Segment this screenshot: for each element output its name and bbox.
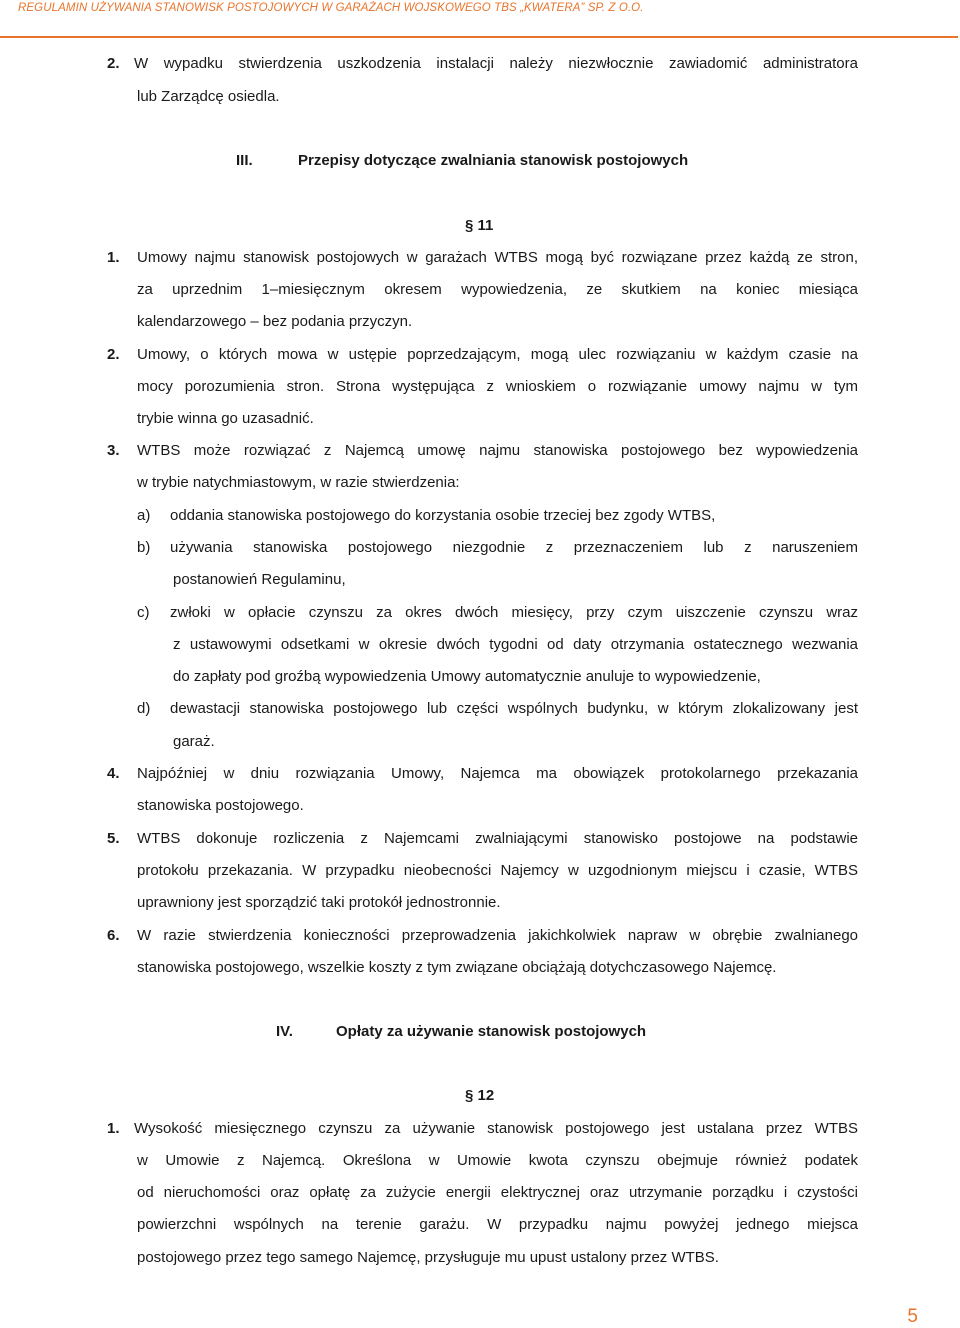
sub-item-line: postanowień Regulaminu, [173,571,346,588]
item-line: w Umowie z Najemcą. Określona w Umowie kwota czynszu obejmuje również podatek [137,1152,858,1169]
item-line: Umowy najmu stanowisk postojowych w garażach WTBS mogą być rozwiązane przez każdą ze stron, [137,249,858,266]
item-line: lub Zarządcę osiedla. [137,88,280,105]
item-line: trybie winna go uzasadnić. [137,410,314,427]
item-number: 2. [107,346,120,363]
item-line: stanowiska postojowego, wszelkie koszty z tym związane obciążają dotychczasowego Najemcę. [137,959,777,976]
item-line: uprawniony jest sporządzić taki protokół jednostronnie. [137,894,501,911]
sub-item-letter: c) [137,604,150,621]
item-line: Umowy, o których mowa w ustępie poprzedzającym, mogą ulec rozwiązaniu w każdym czasie na [137,346,858,363]
item-line: od nieruchomości oraz opłatę za zużycie energii elektrycznej oraz utrzymanie porządku i czystości [137,1184,858,1201]
sub-item-letter: d) [137,700,151,717]
item-line: postojowego przez tego samego Najemcę, przysługuje mu upust ustalony przez WTBS. [137,1249,719,1266]
item-number: 1. [107,1120,120,1137]
item-number: 2. [107,55,120,72]
item-number: 4. [107,765,120,782]
item-line: W razie stwierdzenia konieczności przeprowadzenia jakichkolwiek napraw w obrębie zwalnianego [137,927,858,944]
item-number: 1. [107,249,120,266]
item-line: powierzchni wspólnych na terenie garażu. W przypadku najmu powyżej jednego miejsca [137,1216,858,1233]
item-line: mocy porozumienia stron. Strona występująca z wnioskiem o rozwiązanie umowy najmu w tym [137,378,858,395]
section-number: III. [236,152,253,169]
paragraph-sign: § 12 [465,1087,495,1104]
page-number: 5 [907,1306,918,1327]
item-line: w trybie natychmiastowym, w razie stwierdzenia: [137,474,460,491]
item-line: Najpóźniej w dniu rozwiązania Umowy, Najemca ma obowiązek protokolarnego przekazania [137,765,858,782]
item-line: WTBS dokonuje rozliczenia z Najemcami zwalniającymi stanowisko postojowe na podstawie [137,830,858,847]
sub-item-line: do zapłaty pod groźbą wypowiedzenia Umowy automatycznie anuluje to wypowiedzenie, [173,668,761,685]
item-line: protokołu przekazania. W przypadku nieobecności Najemcy w uzgodnionym miejscu i czasie, WTBS [137,862,858,879]
sub-item-line: z ustawowymi odsetkami w okresie dwóch tygodni od daty otrzymania ostatecznego wezwania [173,636,858,653]
sub-item-letter: a) [137,507,151,524]
item-line: za uprzednim 1–miesięcznym okresem wypowiedzenia, ze skutkiem na koniec miesiąca [137,281,858,298]
item-number: 6. [107,927,120,944]
header-rule [0,36,958,38]
paragraph-sign: § 11 [465,217,494,234]
item-line: Wysokość miesięcznego czynszu za używanie stanowisk postojowego jest ustalana przez WTBS [134,1120,858,1137]
item-line: kalendarzowego – bez podania przyczyn. [137,313,413,330]
sub-item-line: garaż. [173,733,215,750]
item-line: W wypadku stwierdzenia uszkodzenia instalacji należy niezwłocznie zawiadomić administratora [134,55,858,72]
item-line: stanowiska postojowego. [137,797,304,814]
item-line: WTBS może rozwiązać z Najemcą umowę najmu stanowiska postojowego bez wypowiedzenia [137,442,858,459]
section-title: Opłaty za używanie stanowisk postojowych [336,1023,647,1040]
item-number: 5. [107,830,120,847]
sub-item-line: oddania stanowiska postojowego do korzystania osobie trzeciej bez zgody WTBS, [170,507,716,524]
section-number: IV. [276,1023,293,1040]
document-header: REGULAMIN UŻYWANIA STANOWISK POSTOJOWYCH W GARAŻACH WOJSKOWEGO TBS „KWATERA” SP. Z O.O. [18,2,644,14]
sub-item-line: używania stanowiska postojowego niezgodnie z przeznaczeniem lub z naruszeniem [170,539,858,556]
section-title: Przepisy dotyczące zwalniania stanowisk postojowych [298,152,689,169]
sub-item-line: dewastacji stanowiska postojowego lub części wspólnych budynku, w którym zlokalizowany jest [170,700,858,717]
item-number: 3. [107,442,120,459]
sub-item-letter: b) [137,539,151,556]
sub-item-line: zwłoki w opłacie czynszu za okres dwóch miesięcy, przy czym uiszczenie czynszu wraz [170,604,858,621]
